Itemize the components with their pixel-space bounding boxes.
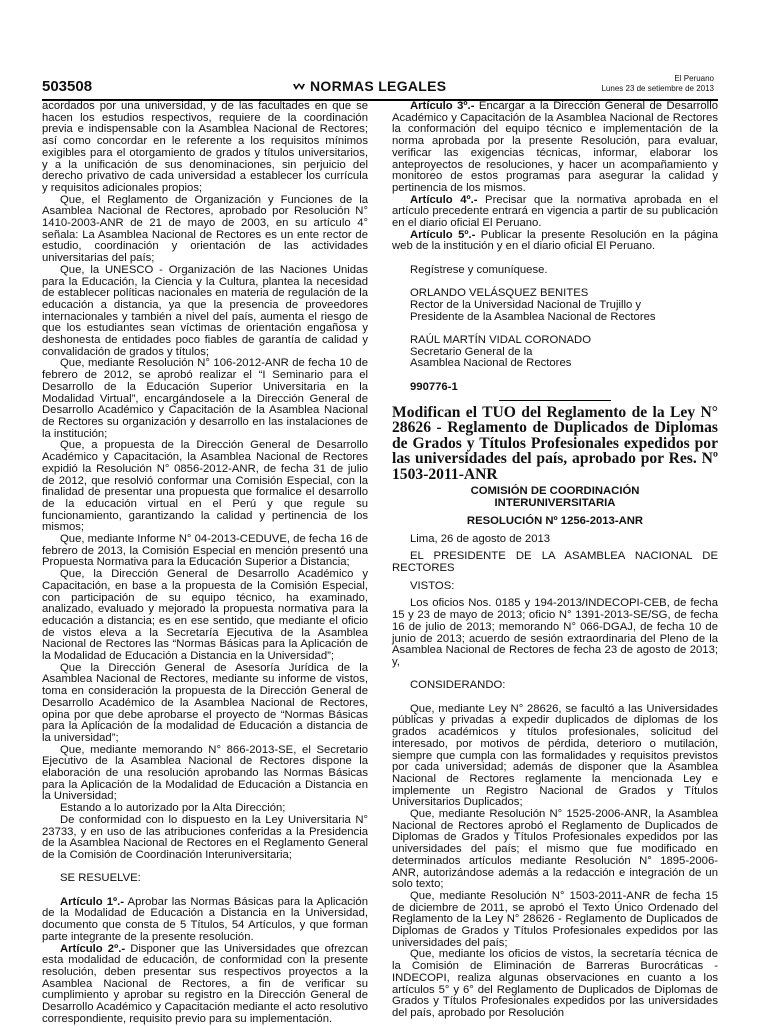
article-label: Artículo 5º.- xyxy=(410,228,476,241)
signatory-role: Presidente de la Asamblea Nacional de Rectores xyxy=(410,310,656,323)
paragraph: Que, mediante Resolución N° 1525-2006-ANR, la Asamblea Nacional de Rectores aprobó el Reglamento de Duplicados de Diplomas de Grados y Títulos Profesionales expedidos por las universidades del país; el mismo que fue modificado en determinados artículos mediante Resolución N° 1895-2006-ANR, autorizándose además a la redacción e integración de un solo texto; xyxy=(392,808,718,891)
president-line: EL PRESIDENTE DE LA ASAMBLEA NACIONAL DE RECTORES xyxy=(392,550,718,574)
article-text: Precisar que la normativa aprobada en el artículo precedente entrará en vigencia a partir de su publicación en el diario oficial El Peruano. xyxy=(392,193,718,230)
se-resuelve-heading: SE RESUELVE: xyxy=(60,872,141,885)
page-header xyxy=(42,70,718,100)
paragraph: Que, la Dirección General de Desarrollo Académico y Capacitación, en base a la propuesta de la Comisión Especial, con participación de su equipo técnico, ha examinado, analizado, evaluado y mejorado la propuesta normativa para la educación a distancia; es en ese sentido, que mediante el oficio de vistos eleva a la Secretaría Ejecutiva de la Asamblea Nacional de Rectores las “Normas Básicas para la Aplicación de la Modalidad de Educación a Distancia en la Universidad”; xyxy=(42,568,368,663)
publication-name: NORMAS LEGALES xyxy=(310,78,447,94)
paragraph: acordados por una universidad, y de las facultades en que se hacen los estudios respectivos, requiere de la coordinación previa e indispensable con la Asamblea Nacional de Rectores; así como concordar en le referente a los requisitos mínimos exigibles para el otorgamiento de grados y títulos universitarios, y a la unificación de sus denominaciones, sin perjuicio del derecho privativo de cada universidad a establecer los currícula y requisitos adicionales propios; xyxy=(42,100,368,194)
article-3 xyxy=(392,101,718,195)
article-text: Encargar a la Dirección General de Desarrollo Académico y Capacitación de la Asamblea Nacional de Rectores la conformación del equipo técnico e implementación de la norma aprobada por la presente Resolución, para evaluar, verificar las exigencias técnicas, informar, elaborar los anteproyectos de resoluciones, y hacer un acompañamiento y monitoreo de estos programas para asegurar la calidad y pertinencia de los mismos. xyxy=(392,100,718,194)
paragraph: Que, a propuesta de la Dirección General de Desarrollo Académico y Capacitación, la Asamblea Nacional de Rectores expidió la Resolución N° 0856-2012-ANR, de fecha 31 de julio de 2012, que resolvió conformar una Comisión Especial, con la finalidad de presentar una propuesta que formalice el desarrollo de la educación virtual en el Perú y que regule su funcionamiento, garantizando la calidad y pertinencia de los mismos; xyxy=(42,439,368,534)
paragraph: De conformidad con lo dispuesto en la Ley Universitaria N° 23733, y en uso de las atribuciones conferidas a la Presidencia de la Asamblea Nacional de Rectores en el Reglamento General de la Comisión de Coordinación Interuniversitaria; xyxy=(42,813,368,861)
article-label: Artículo 3º.- xyxy=(410,100,475,112)
article-label: Artículo 1º.- xyxy=(60,895,125,908)
article-2 xyxy=(42,944,368,1026)
newspaper-name: El Peruano xyxy=(674,74,714,83)
considerando-heading: CONSIDERANDO: xyxy=(410,679,506,692)
article-text: Publicar la presente Resolución en la página web de la institución y en el diario oficial El Peruano. xyxy=(392,228,718,253)
article-label: Artículo 4º.- xyxy=(410,193,478,206)
header-info xyxy=(601,74,714,94)
coat-of-arms-icon xyxy=(292,82,306,92)
paragraph: Que, mediante Resolución N° 1503-2011-ANR de fecha 15 de diciembre de 2011, se aprobó el Texto Único Ordenado del Reglamento de la Ley N° 28626 - Reglamento de Duplicados de Diplomas de Grados y Títulos Profesionales expedidos por las universidades del país; xyxy=(392,889,718,949)
place-date: Lima, 26 de agosto de 2013 xyxy=(410,532,551,545)
paragraph: Estando a lo autorizado por la Alta Dirección; xyxy=(60,802,286,815)
signatory-role: Asamblea Nacional de Rectores xyxy=(410,357,572,370)
left-column xyxy=(42,101,368,1026)
paragraph: Que, mediante Resolución N° 106-2012-ANR de fecha 10 de febrero de 2012, se aprobó realizar el “I Seminario para el Desarrollo de la Educación Superior Universitaria en la Modalidad Virtual”, encargándosele a la Dirección General de Desarrollo Académico y Capacitación de la Asamblea Nacional de Rectores su organización y desarrollo en las instalaciones de la institución; xyxy=(42,357,368,440)
article-text: Disponer que las Universidades que ofrezcan esta modalidad de educación, de conformidad con la presente resolución, deben presentar sus respectivos proyectos a la Asamblea Nacional de Rectores, a fin de verificar su cumplimiento y aprobar su registro en la Dirección General de Desarrollo Académico y Capacitación mediante el acto resolutivo correspondiente, requisito previo para su implementación. xyxy=(42,942,368,1025)
resolution-number: RESOLUCIÓN Nº 1256-2013-ANR xyxy=(466,514,644,527)
signatory-name: ORLANDO VELÁSQUEZ BENITES xyxy=(410,287,589,300)
vistos-heading: VISTOS: xyxy=(410,579,455,592)
right-column xyxy=(392,101,718,1020)
paragraph: Que, mediante memorando N° 866-2013-SE, el Secretario Ejecutivo de la Asamblea Nacional de Rectores dispone la elaboración de una resolución aprobando las Normas Básicas para la Aplicación de la Modalidad de Educación a Distancia en la Universidad; xyxy=(42,743,368,803)
article-1 xyxy=(42,897,368,944)
paragraph: Que, mediante Informe N° 04-2013-CEDUVE, de fecha 16 de febrero de 2013, la Comisión Especial en mención presentó una Propuesta Normativa para la Educación Superior a Distancia; xyxy=(42,533,368,569)
issue-date: Lunes 23 de setiembre de 2013 xyxy=(601,84,714,93)
commission-name: INTERUNIVERSITARIA xyxy=(494,497,616,510)
publication-logo xyxy=(292,78,446,94)
closing-line: Regístrese y comuníquese. xyxy=(410,263,548,276)
signatory-role: Rector de la Universidad Nacional de Trujillo y xyxy=(410,298,642,311)
article-4 xyxy=(392,195,718,230)
paragraph: Que, mediante los oficios de vistos, la secretaría técnica de la Comisión de Eliminación de Barreras Burocráticas -INDECOPI, realiza algunas observaciones en cuanto a los artículos 5° y 6° del Reglamento de Duplicados de Diplomas de Grados y Títulos Profesionales expedidos por las universidades del país, aprobado por Resolución xyxy=(392,948,718,1019)
signatory-role: Secretario General de la xyxy=(410,345,533,358)
signatory-name: RAÚL MARTÍN VIDAL CORONADO xyxy=(410,334,591,347)
paragraph: Que, la UNESCO - Organización de las Naciones Unidas para la Educación, la Ciencia y la Cultura, plantea la necesidad de establecer políticas nacionales en materia de regulación de la educación a distancia, ya que la presencia de proveedores internacionales y también a nivel del país, aumenta el riesgo de que los estudiantes sean víctimas de orientación engañosa y deshonesta de entidades poco fiables de garantía de calidad y convalidación de grados y títulos; xyxy=(42,263,368,358)
paragraph: Que la Dirección General de Asesoría Jurídica de la Asamblea Nacional de Rectores, mediante su informe de vistos, toma en consideración la propuesta de la Dirección General de Desarrollo Académico de la Asamblea Nacional de Rectores, opina por que debe aprobarse el proyecto de “Normas Básicas para la Aplicación de la modalidad de Educación a distancia de la universidad”; xyxy=(42,661,368,744)
page-number: 503508 xyxy=(42,78,93,95)
article-5 xyxy=(392,230,718,253)
article-text: Aprobar las Normas Básicas para la Aplicación de la Modalidad de Educación a Distancia en la Universidad, documento que consta de 5 Títulos, 54 Artículos, y que forman parte integrante de la presente resolución. xyxy=(42,895,368,943)
paragraph: Que, el Reglamento de Organización y Funciones de la Asamblea Nacional de Rectores, aprobado por Resolución N° 1410-2003-ANR de 21 de mayo de 2003, en su artículo 4° señala: La Asamblea Nacional de Rectores es un ente rector de estudio, coordinación y orientación de las actividades universitarias del país; xyxy=(42,193,368,265)
vistos-text: Los oficios Nos. 0185 y 194-2013/INDECOPI-CEB, de fecha 15 y 23 de mayo de 2013; oficio N° 1391-2013-SE/SG, de fecha 16 de julio de 2013; memorando N° 066-DGAJ, de fecha 10 de junio de 2013; acuerdo de sesión extraordinaria del Pleno de la Asamblea Nacional de Rectores de fecha 23 de agosto de 2013; y, xyxy=(392,597,718,668)
norm-title: Modifican el TUO del Reglamento de la Ley N° 28626 - Reglamento de Duplicados de Diplomas de Grados y Títulos Profesionales expedidos por las universidades del país, aprobado por Res. Nº 1503-2011-ANR xyxy=(392,403,718,483)
section-separator xyxy=(499,400,611,401)
document-code: 990776-1 xyxy=(410,380,458,393)
commission-name: COMISIÓN DE COORDINACIÓN xyxy=(470,485,640,498)
article-label: Artículo 2º.- xyxy=(60,942,126,955)
paragraph: Que, mediante Ley N° 28626, se facultó a las Universidades públicas y privadas a expedir duplicados de diplomas de los grados académicos y títulos profesionales, solicitud del interesado, por motivos de pérdida, deterioro o mutilación, siempre que cumpla con las formalidades y requisitos previstos por cada universidad; además de disponer que la Asamblea Nacional de Rectores reglamente la mencionada Ley e implemente un Registro Nacional de Grados y Títulos Universitarios Duplicados; xyxy=(392,702,718,809)
